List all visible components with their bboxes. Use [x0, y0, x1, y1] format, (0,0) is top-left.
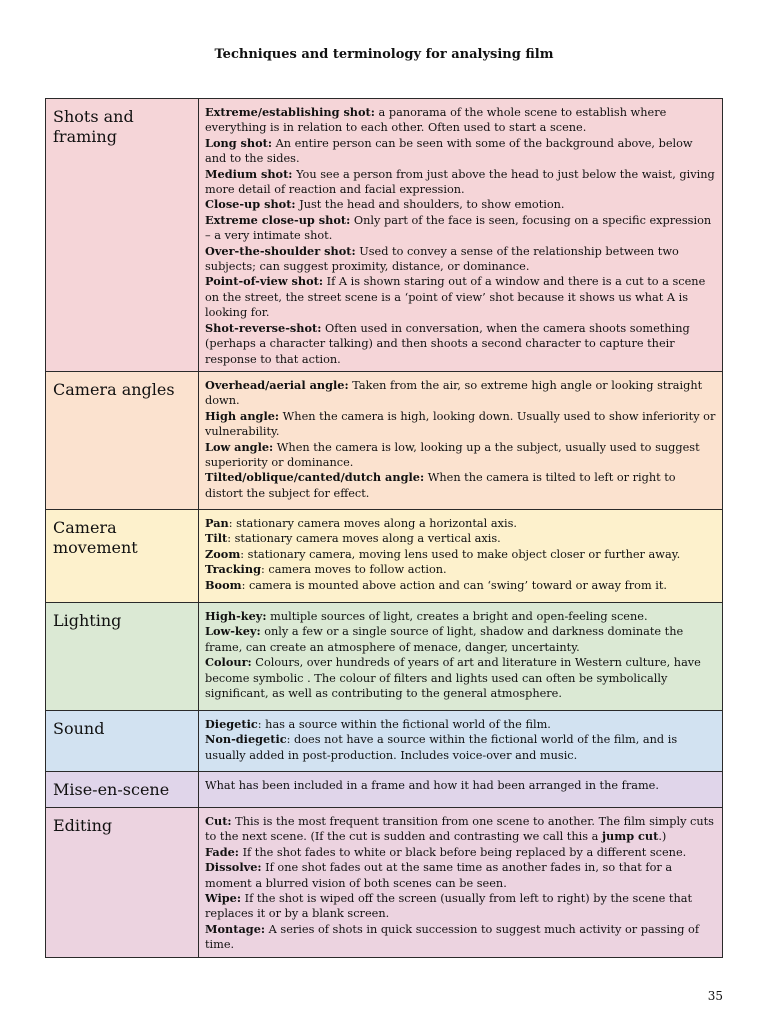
term-description: : camera is mounted above action and can ‘swing’ toward or away from it. [241, 578, 668, 592]
table-row [46, 602, 723, 710]
term-label: Non-diegetic [205, 732, 287, 747]
definition-entry [205, 922, 716, 953]
term-description: An entire person can be seen with some of the background above, below and to the sides. [205, 136, 693, 166]
definition-entry [205, 609, 716, 624]
term-description: Often used in conversation, when the camera shoots something (perhaps a character talking) and then shoots a second character to capture their response to that action. [205, 321, 690, 366]
term-label: Diegetic [205, 716, 258, 731]
category-cell: Mise-en-scene [46, 771, 199, 807]
term-description: : has a source within the fictional world of the film. [257, 717, 551, 731]
definition-entry [205, 321, 716, 367]
term-label: High-key: [205, 608, 267, 623]
term-description: : stationary camera moves along a horizontal axis. [228, 516, 517, 530]
term-label: Pan [205, 515, 229, 530]
definition-entry [205, 470, 716, 501]
page-title: Techniques and terminology for analysing film [214, 47, 554, 62]
term-description: : camera moves to follow action. [260, 563, 447, 577]
definition-entry [205, 440, 716, 471]
term-label: Dissolve: [205, 860, 262, 875]
definition-entry [205, 244, 716, 275]
definition-entry [205, 547, 716, 562]
table-row [46, 99, 723, 372]
term-description: Taken from the air, so extreme high angle or looking straight down. [205, 378, 703, 408]
term-label: Cut: [205, 813, 232, 828]
definition-entry [205, 778, 716, 793]
term-label: Colour: [205, 655, 252, 670]
definitions-cell [199, 807, 723, 957]
category-cell: Lighting [46, 602, 199, 710]
term-label: Tilt [205, 531, 228, 546]
category-cell: Sound [46, 710, 199, 771]
definition-entry [205, 732, 716, 763]
term-label: Overhead/aerial angle: [205, 377, 349, 392]
definitions-cell [199, 771, 723, 807]
definition-entry [205, 891, 716, 922]
definition-entry [205, 717, 716, 732]
term-description: : stationary camera, moving lens used to make object closer or further away. [240, 547, 681, 561]
term-label: Point-of-view shot: [205, 274, 324, 289]
definitions-cell [199, 509, 723, 602]
term-label: Close-up shot: [205, 197, 296, 212]
definition-entry [205, 814, 716, 845]
term-label: Low angle: [205, 439, 274, 454]
term-description: only a few or a single source of light, shadow and darkness dominate the frame, can create an atmosphere of menace, danger, uncertainty. [205, 625, 684, 654]
table-row [46, 371, 723, 509]
term-description: What has been included in a frame and how it had been arranged in the frame. [205, 778, 659, 792]
term-description: a panorama of the whole scene to establish where everything is in relation to each other. Often used to start a scene. [205, 106, 667, 135]
term-description: If one shot fades out at the same time as another fades in, so that for a moment a blurred vision of both scenes can be seen. [205, 861, 673, 890]
term-label: Montage: [205, 921, 266, 936]
term-description: If A is shown staring out of a window and there is a cut to a scene on the street, the street scene is a ‘point of view’ shot because it shows us what A is looking for. [205, 275, 706, 320]
table-row [46, 771, 723, 807]
definition-entry [205, 274, 716, 320]
term-description: You see a person from just above the head to just below the waist, giving more detail of reaction and facial expression. [205, 167, 715, 197]
term-description: If the shot fades to white or black before being replaced by a different scene. [238, 845, 687, 859]
definition-entry [205, 197, 716, 212]
table-row [46, 807, 723, 957]
term-description: Used to convey a sense of the relationship between two subjects; can suggest proximity, distance, or dominance. [205, 244, 679, 274]
category-cell: Editing [46, 807, 199, 957]
term-description: Only part of the face is seen, focusing on a specific expression – a very intimate shot. [205, 213, 712, 243]
term-label: Extreme/establishing shot: [205, 105, 375, 119]
definition-entry [205, 860, 716, 891]
term-description: Just the head and shoulders, to show emotion. [295, 198, 565, 212]
definition-entry [205, 378, 716, 409]
term-label: Zoom [205, 546, 241, 561]
definition-entry [205, 531, 716, 546]
definition-entry [205, 562, 716, 577]
definition-entry [205, 578, 716, 593]
term-description: .) [658, 830, 667, 844]
term-description: : stationary camera moves along a vertical axis. [227, 532, 501, 546]
category-cell: Shots and framing [46, 99, 199, 372]
definition-entry [205, 516, 716, 531]
definition-entry [205, 624, 716, 655]
category-cell: Camera movement [46, 509, 199, 602]
category-cell: Camera angles [46, 371, 199, 509]
definition-entry [205, 213, 716, 244]
term-description: When the camera is low, looking up a the subject, usually used to suggest superiority or dominance. [205, 440, 700, 469]
definition-entry [205, 409, 716, 440]
term-description: multiple sources of light, creates a bright and open-feeling scene. [266, 609, 648, 623]
term-description: This is the most frequent transition from one scene to another. The film simply cuts to the next scene. (If the cut is sudden and contrasting we call this a [205, 814, 714, 844]
definition-entry [205, 845, 716, 860]
term-label: Low-key: [205, 624, 261, 639]
term-label: Medium shot: [205, 166, 293, 181]
term-description: When the camera is tilted to left or right to distort the subject for effect. [205, 471, 676, 500]
term-label: Shot-reverse-shot: [205, 320, 322, 335]
definition-entry [205, 105, 716, 136]
definitions-cell [199, 710, 723, 771]
table-row [46, 509, 723, 602]
definitions-cell [199, 99, 723, 372]
term-description: A series of shots in quick succession to suggest much activity or passing of time. [205, 922, 700, 952]
term-label: Boom [205, 577, 242, 592]
table-row [46, 710, 723, 771]
term-description: Colours, over hundreds of years of art and literature in Western culture, have become symbolic . The colour of filters and lights used can often be symbolically significant, as well as contributing to the general atmosphere. [205, 656, 701, 700]
term-label: Fade: [205, 844, 239, 859]
term-label: Wipe: [205, 890, 242, 905]
term-label: Over-the-shoulder shot: [205, 243, 356, 258]
term-description: When the camera is high, looking down. Usually used to show inferiority or vulnerability. [205, 409, 716, 439]
term-label: High angle: [205, 408, 280, 423]
term-label: Tilted/oblique/canted/dutch angle: [205, 470, 425, 485]
term-label: Tracking [205, 562, 261, 577]
definitions-cell [199, 602, 723, 710]
terminology-table-body [46, 99, 723, 958]
term-label: Long shot: [205, 135, 273, 150]
definition-entry [205, 655, 716, 701]
term-description: : does not have a source within the fictional world of the film, and is usually added in post-production. Includes voice-over and music. [205, 733, 678, 762]
page-number: 35 [707, 989, 723, 1003]
definition-entry [205, 167, 716, 198]
term-label: jump cut [601, 829, 659, 844]
definitions-cell [199, 371, 723, 509]
definition-entry [205, 136, 716, 167]
term-label: Extreme close-up shot: [205, 212, 351, 227]
terminology-table [45, 98, 723, 958]
term-description: If the shot is wiped off the screen (usually from left to right) by the scene that replaces it or by a blank screen. [205, 891, 692, 921]
